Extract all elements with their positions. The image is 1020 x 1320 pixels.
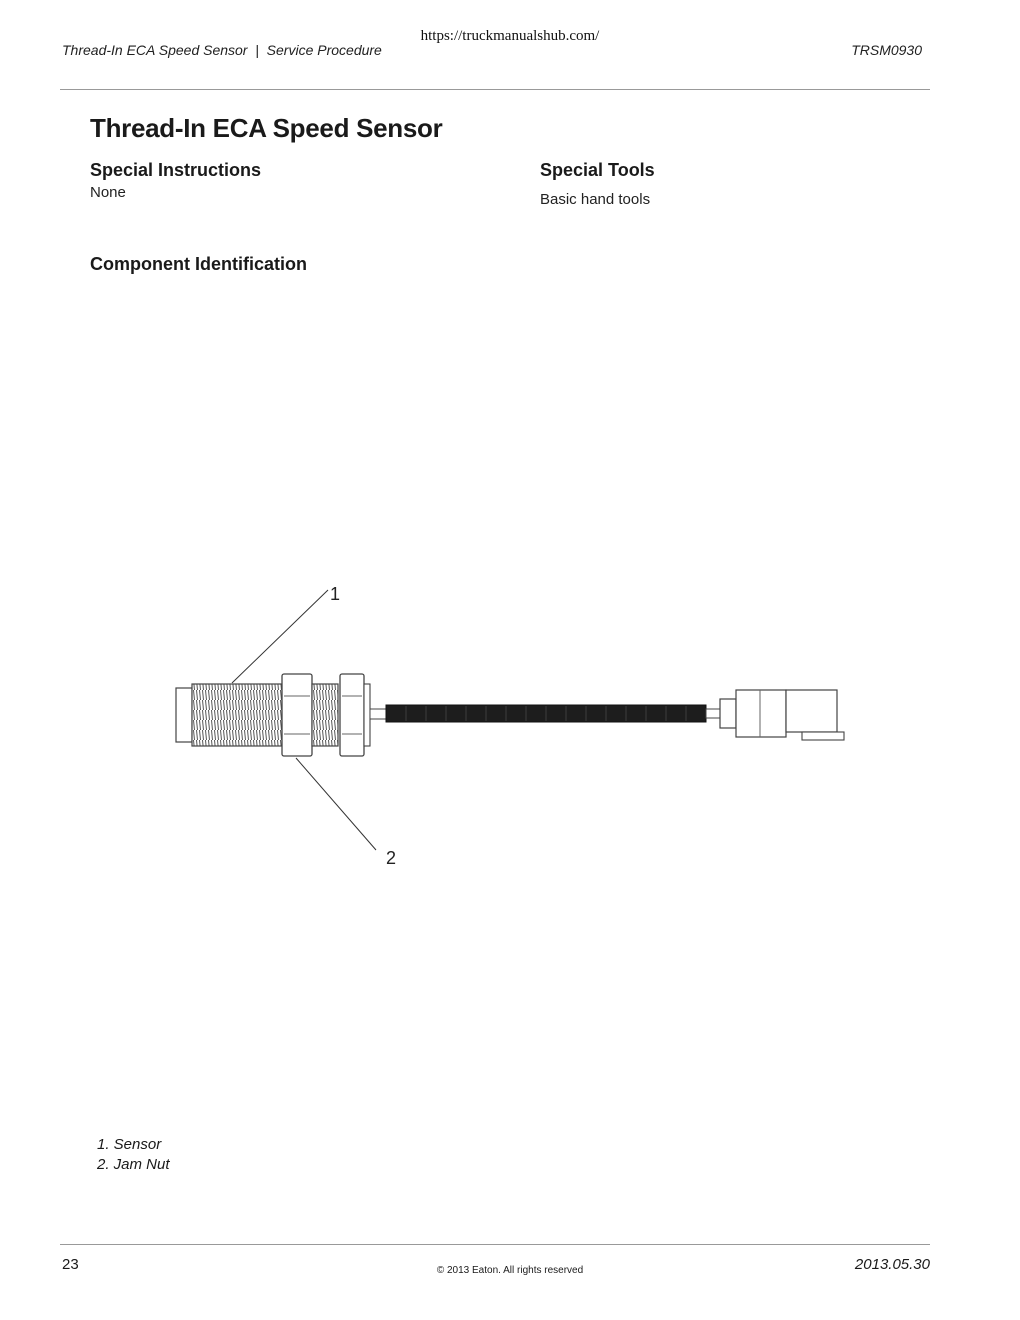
watermark-url: https://truckmanualshub.com/ bbox=[420, 28, 600, 44]
special-tools-text: Basic hand tools bbox=[540, 191, 651, 208]
special-tools-heading: Special Tools bbox=[540, 160, 655, 180]
legend-item-jam-nut: 2. Jam Nut bbox=[97, 1156, 170, 1173]
legend-item-sensor: 1. Sensor bbox=[97, 1136, 162, 1153]
callout-1: 1 bbox=[330, 584, 341, 604]
page-title: Thread-In ECA Speed Sensor bbox=[90, 113, 443, 143]
page-number: 23 bbox=[62, 1256, 79, 1273]
speed-sensor-illustration bbox=[160, 570, 860, 880]
revision-date: 2013.05.30 bbox=[854, 1256, 930, 1273]
footer-rule bbox=[60, 1244, 930, 1245]
callout-2: 2 bbox=[386, 848, 397, 868]
header-document-code: TRSM0930 bbox=[851, 42, 922, 58]
copyright-notice: © 2013 Eaton. All rights reserved bbox=[436, 1265, 584, 1276]
special-instructions-heading: Special Instructions bbox=[90, 160, 262, 180]
special-instructions-text: None bbox=[90, 184, 126, 201]
header-document-title: Thread-In ECA Speed Sensor | Service Procedure bbox=[62, 42, 382, 58]
header-rule bbox=[60, 89, 930, 90]
component-identification-heading: Component Identification bbox=[90, 254, 307, 274]
figure-legend bbox=[97, 1135, 170, 1175]
